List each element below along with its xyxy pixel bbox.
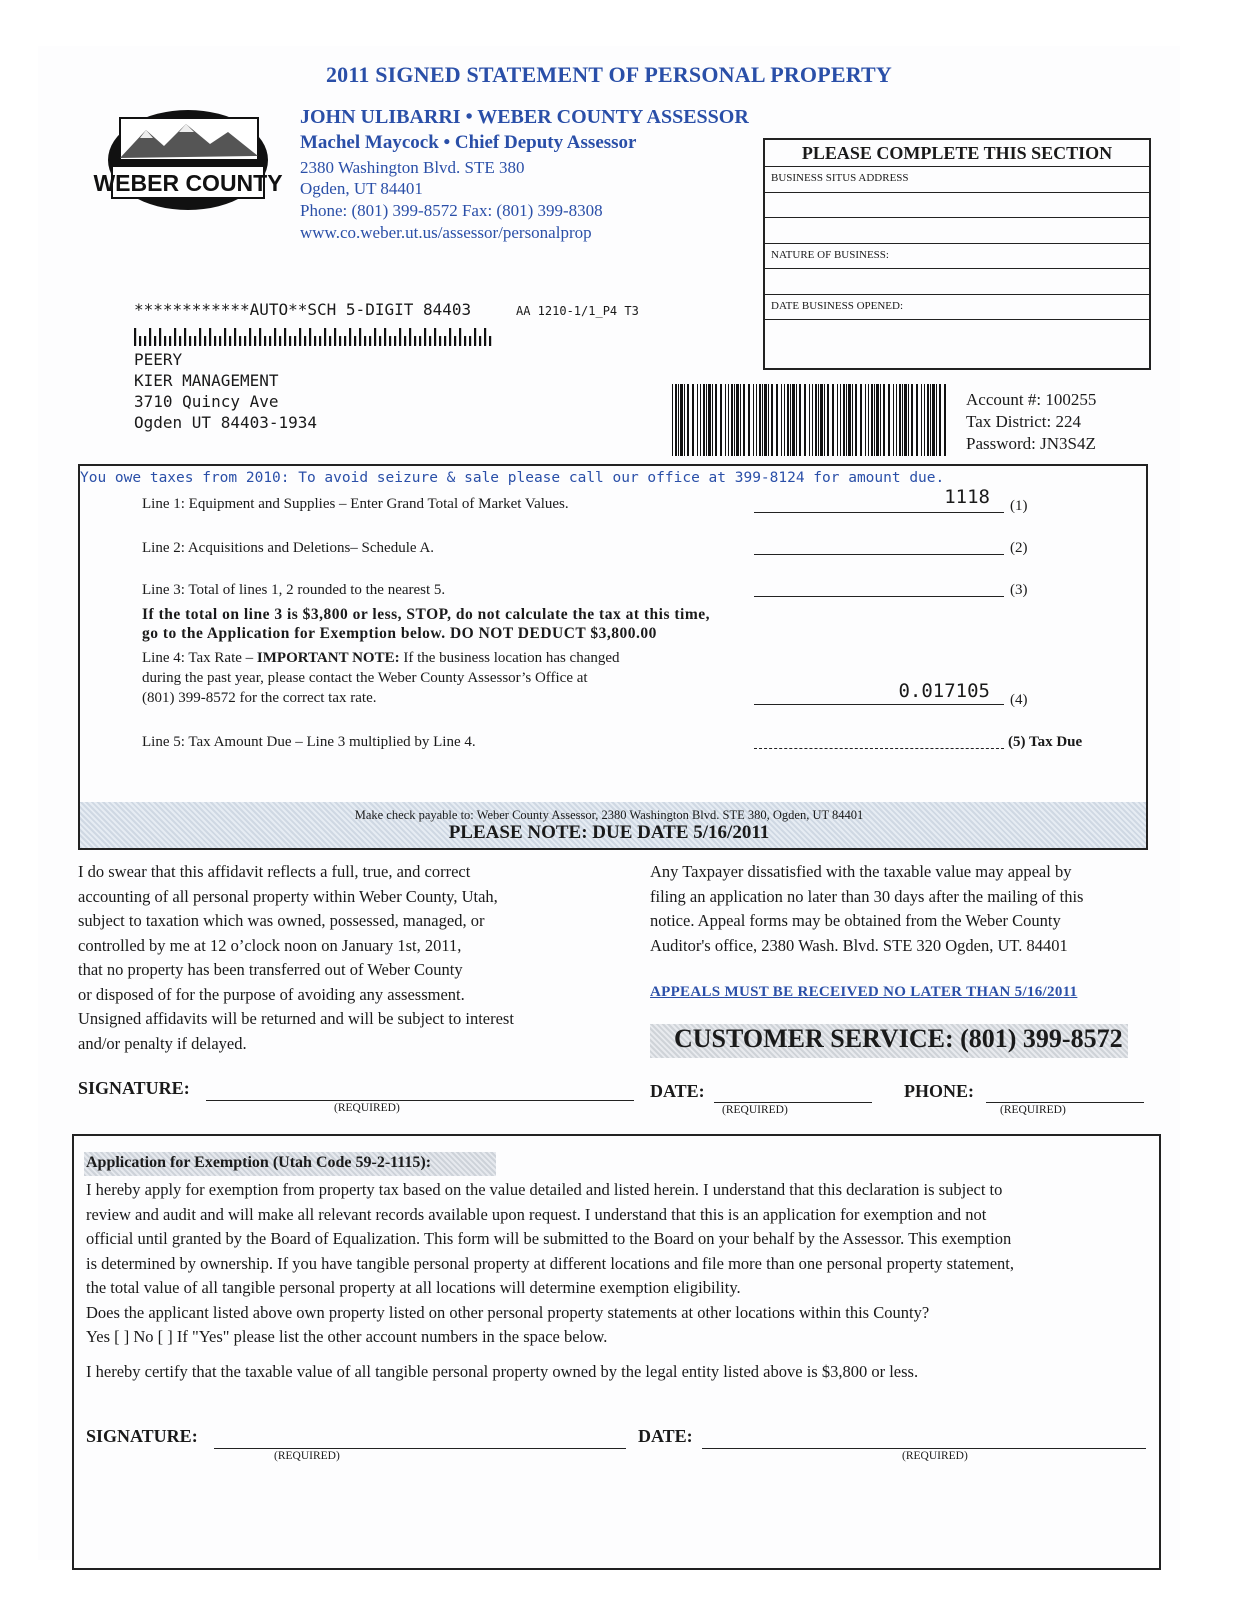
nature-of-business-line[interactable] — [765, 269, 1149, 295]
line-3-label: Line 3: Total of lines 1, 2 rounded to the nearest 5. — [142, 582, 446, 598]
date-business-opened-line[interactable] — [765, 320, 1149, 346]
affidavit-line: or disposed of for the purpose of avoiding any assessment. — [78, 984, 465, 1004]
stop-instruction-1: If the total on line 3 is $3,800 or less, STOP, do not calculate the tax at this time, — [142, 606, 710, 623]
weber-county-logo — [93, 108, 283, 212]
line-3-field[interactable] — [754, 578, 1004, 597]
business-situs-line-1[interactable] — [765, 193, 1149, 219]
signature-label: SIGNATURE: — [78, 1078, 190, 1098]
affidavit-line: accounting of all personal property within Weber County, Utah, — [78, 886, 498, 906]
recipient-street: 3710 Quincy Ave — [134, 392, 279, 411]
exemption-line: I hereby apply for exemption from property tax based on the value detailed and listed herein. I understand that this declaration is subject to — [86, 1180, 1003, 1199]
phone-label: PHONE: — [904, 1081, 974, 1101]
date-business-opened-label: DATE BUSINESS OPENED: — [771, 299, 904, 312]
account-password: Password: JN3S4Z — [966, 434, 1096, 453]
affidavit-line: that no property has been transferred out of Weber County — [78, 960, 463, 979]
appeal-line: Any Taxpayer dissatisfied with the taxable value may appeal by — [650, 862, 1072, 881]
date-label: DATE: — [650, 1081, 705, 1101]
line-5-field[interactable] — [754, 730, 1004, 749]
line-1-number: (1) — [1010, 498, 1028, 514]
appeal-line: notice. Appeal forms may be obtained from the Weber County — [650, 911, 1061, 930]
exemption-date-label: DATE: — [638, 1426, 693, 1446]
assessor-city: Ogden, UT 84401 — [300, 179, 423, 198]
account-number: Account #: 100255 — [966, 390, 1097, 409]
appeal-line: Auditor's office, 2380 Wash. Blvd. STE 320 Ogden, UT. 84401 — [650, 935, 1068, 955]
nature-of-business-field[interactable] — [765, 244, 1149, 270]
line-4-label-a: Line 4: Tax Rate – — [142, 650, 257, 666]
exemption-date-field[interactable] — [702, 1428, 1146, 1449]
exemption-title: Application for Exemption (Utah Code 59-2-1115): — [86, 1154, 432, 1171]
phone-field[interactable] — [986, 1082, 1144, 1103]
affidavit-line: Unsigned affidavits will be returned and will be subject to interest — [78, 1009, 514, 1028]
line-2-field[interactable] — [754, 536, 1004, 555]
exemption-signature-required: (REQUIRED) — [274, 1450, 340, 1462]
assessor-website[interactable]: www.co.weber.ut.us/assessor/personalprop — [300, 223, 592, 242]
recipient-company: KIER MANAGEMENT — [134, 371, 279, 390]
date-required: (REQUIRED) — [722, 1104, 788, 1116]
business-situs-line-2[interactable] — [765, 218, 1149, 244]
exemption-line: official until granted by the Board of Equalization. This form will be submitted to the Board on your behalf by the Assessor. This exemption — [86, 1229, 1012, 1248]
signature-required: (REQUIRED) — [334, 1102, 400, 1114]
line-1-value: 1118 — [944, 486, 990, 508]
line-4-value: 0.017105 — [898, 680, 990, 702]
assessor-phone-fax: Phone: (801) 399-8572 Fax: (801) 399-8308 — [300, 201, 603, 220]
affidavit-line: and/or penalty if delayed. — [78, 1033, 247, 1053]
customer-service-phone: CUSTOMER SERVICE: (801) 399-8572 — [674, 1024, 1123, 1053]
business-situs-label: BUSINESS SITUS ADDRESS — [765, 167, 1149, 193]
tax-district: Tax District: 224 — [966, 412, 1081, 431]
appeal-line: filing an application no later than 30 days after the mailing of this — [650, 886, 1084, 906]
due-date: PLEASE NOTE: DUE DATE 5/16/2011 — [448, 822, 770, 843]
form-title: 2011 SIGNED STATEMENT OF PERSONAL PROPERTY — [325, 62, 893, 87]
appeals-deadline: APPEALS MUST BE RECEIVED NO LATER THAN 5/16/2011 — [650, 984, 1078, 1000]
complete-section-heading: PLEASE COMPLETE THIS SECTION — [765, 140, 1149, 167]
exemption-line: review and audit and will make all relevant records available upon request. I understand that this is an application for exemption and not — [86, 1204, 987, 1224]
date-business-opened-field[interactable] — [765, 295, 1149, 321]
line-5-label: Line 5: Tax Amount Due – Line 3 multiplied by Line 4. — [142, 734, 476, 750]
assessor-name: JOHN ULIBARRI • WEBER COUNTY ASSESSOR — [300, 106, 749, 128]
exemption-line: the total value of all tangible personal property at all locations will determine exemption eligibility. — [86, 1278, 741, 1297]
form-page — [38, 46, 1180, 1560]
exemption-signature-label: SIGNATURE: — [86, 1426, 198, 1446]
stop-instruction-2: go to the Application for Exemption below. DO NOT DEDUCT $3,800.00 — [142, 625, 657, 642]
signature-field[interactable] — [206, 1080, 634, 1101]
line-1-label: Line 1: Equipment and Supplies – Enter Grand Total of Market Values. — [142, 496, 569, 512]
affidavit-text — [78, 860, 618, 1056]
line-4-text-2: during the past year, please contact the Weber County Assessor’s Office at — [142, 670, 588, 686]
affidavit-line: controlled by me at 12 o’clock noon on January 1st, 2011, — [78, 935, 462, 955]
appeal-text — [650, 860, 1170, 958]
line-5-number: (5) Tax Due — [1008, 734, 1083, 750]
overdue-notice: You owe taxes from 2010: To avoid seizure & sale please call our office at 399-8124 for amount due. — [80, 470, 945, 486]
exemption-signature-field[interactable] — [214, 1428, 626, 1449]
line-4-field[interactable] — [754, 680, 1004, 705]
affidavit-line: subject to taxation which was owned, possessed, managed, or — [78, 911, 485, 930]
recipient-city: Ogden UT 84403-1934 — [134, 413, 318, 432]
exemption-certify: I hereby certify that the taxable value of all tangible personal property owned by the legal entity listed above is $3,800 or less. — [86, 1361, 919, 1381]
mail-batch-code: AA 1210-1/1_P4 T3 — [516, 304, 639, 318]
line-2-label: Line 2: Acquisitions and Deletions– Schedule A. — [142, 540, 435, 556]
line-3-number: (3) — [1010, 582, 1028, 598]
line-2-number: (2) — [1010, 540, 1028, 556]
logo-text: WEBER COUNTY — [93, 170, 283, 196]
payable-to: Make check payable to: Weber County Assessor, 2380 Washington Blvd. STE 380, Ogden, UT 84401 — [354, 808, 864, 822]
complete-section-box — [763, 138, 1151, 370]
phone-required: (REQUIRED) — [1000, 1104, 1066, 1116]
affidavit-line: I do swear that this affidavit reflects a full, true, and correct — [78, 862, 471, 881]
exemption-line: Does the applicant listed above own property listed on other personal property statements at other locations within this County? — [86, 1302, 930, 1322]
line-4-label — [142, 650, 620, 667]
mail-sort-line: ************AUTO**SCH 5-DIGIT 84403 — [134, 300, 472, 319]
account-barcode — [672, 384, 952, 456]
deputy-name: Machel Maycock • Chief Deputy Assessor — [300, 132, 637, 153]
line-4-label-c: If the business location has changed — [399, 650, 620, 666]
line-4-important: IMPORTANT NOTE: — [256, 650, 400, 666]
exemption-text — [86, 1178, 1154, 1384]
recipient-name: PEERY — [134, 350, 183, 369]
assessor-street: 2380 Washington Blvd. STE 380 — [300, 158, 525, 177]
line-4-text-3: (801) 399-8572 for the correct tax rate. — [142, 690, 377, 706]
postal-barcode — [134, 328, 494, 346]
line-4-number: (4) — [1010, 692, 1028, 708]
exemption-date-required: (REQUIRED) — [902, 1450, 968, 1462]
exemption-yes-no-line[interactable]: Yes [ ] No [ ] If "Yes" please list the other account numbers in the space below. — [86, 1327, 608, 1346]
exemption-line: is determined by ownership. If you have tangible personal property at different locations and file more than one personal property statement, — [86, 1253, 1014, 1273]
date-field[interactable] — [714, 1082, 872, 1103]
line-1-field[interactable] — [754, 486, 1004, 513]
nature-of-business-label: NATURE OF BUSINESS: — [771, 248, 889, 261]
